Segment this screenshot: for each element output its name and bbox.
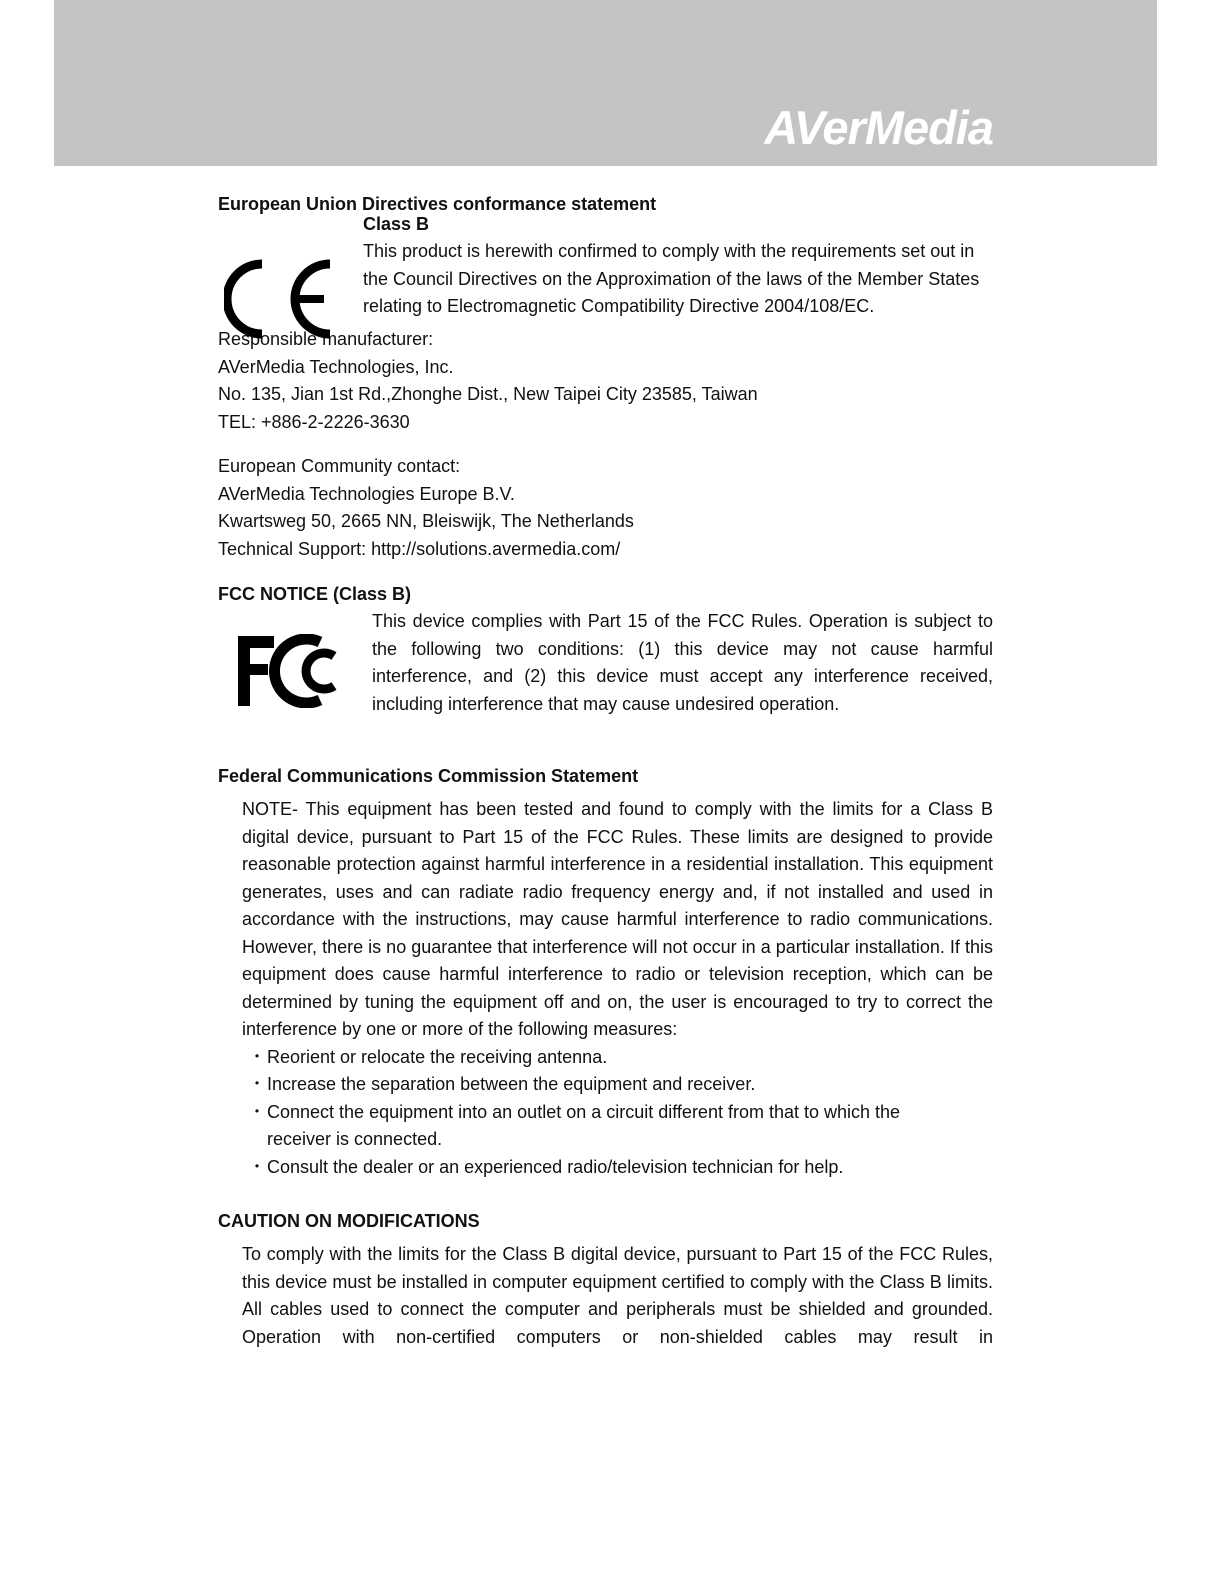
- manufacturer-address: No. 135, Jian 1st Rd.,Zhonghe Dist., New Taipei City 23585, Taiwan: [218, 384, 758, 404]
- ce-block: [218, 214, 993, 326]
- fcc-notice-statement: This device complies with Part 15 of the FCC Rules. Operation is subject to the following two conditions: (1) this device may not cause harmful interference, and (2) this device must accept any interference received, including interference that may cause undesired operation.: [372, 611, 993, 714]
- caution-title: CAUTION ON MODIFICATIONS: [218, 1211, 480, 1231]
- manufacturer-info: [218, 326, 993, 436]
- list-item: [242, 1099, 993, 1154]
- document-body: [218, 190, 993, 1351]
- measure-text: Increase the separation between the equipment and receiver.: [267, 1074, 756, 1094]
- fcc-statement-body: [242, 796, 993, 1181]
- bullet-icon: ・: [248, 1074, 266, 1094]
- fcc-block: [218, 608, 993, 748]
- fcc-logo-icon: [238, 634, 342, 708]
- measures-list: [242, 1044, 993, 1182]
- fcc-notice-title: FCC NOTICE (Class B): [218, 584, 412, 604]
- manufacturer-heading: Responsible manufacturer:: [218, 329, 434, 349]
- caution-body: [242, 1241, 993, 1351]
- measure-text: Consult the dealer or an experienced radio/television technician for help.: [267, 1156, 844, 1177]
- contact-name: AVerMedia Technologies Europe B.V.: [218, 483, 515, 504]
- caution-paragraph: To comply with the limits for the Class B digital device, pursuant to Part 15 of the FCC Rules, this device must be installed in computer equipment certified to comply with the Class B limits. All cables used to connect the computer and peripherals must be shielded and grounded. Operation with non-certified computers or non-shielded cables may result in: [242, 1244, 993, 1347]
- ce-statement: This product is herewith confirmed to comply with the requirements set out in the Council Directives on the Approximation of the laws of the Member States relating to Electromagnetic Compatibility Directive 2004/108/EC.: [363, 241, 980, 316]
- fcc-note-paragraph: NOTE- This equipment has been tested and found to comply with the limits for a Class B digital device, pursuant to Part 15 of the FCC Rules. These limits are designed to provide reasonable protection against harmful interference in a residential installation. This equipment generates, uses and can radiate radio frequency energy and, if not installed and used in accordance with the instructions, may cause harmful interference to radio communications. However, there is no guarantee that interference will not occur in a particular installation. If this equipment does cause harmful interference to radio or television reception, which can be determined by tuning the equipment off and on, the user is encouraged to try to correct the interference by one or more of the following measures:: [242, 799, 993, 1039]
- bullet-icon: ・: [248, 1046, 266, 1067]
- fcc-statement-title: Federal Communications Commission Statement: [218, 766, 639, 786]
- measure-text: Connect the equipment into an outlet on a circuit different from that to which the receiver is connected.: [267, 1101, 901, 1149]
- ce-mark-icon: [224, 258, 334, 340]
- avermedia-logo: AVerMedia: [764, 101, 993, 154]
- measure-text: Reorient or relocate the receiving antenna.: [267, 1046, 608, 1067]
- contact-heading: European Community contact:: [218, 456, 461, 476]
- header-band: [54, 0, 1157, 166]
- list-item: [242, 1044, 993, 1072]
- list-item: [242, 1154, 993, 1182]
- eu-contact-info: [218, 453, 993, 563]
- bullet-icon: ・: [248, 1101, 266, 1122]
- manufacturer-name: AVerMedia Technologies, Inc.: [218, 356, 454, 377]
- contact-address: Kwartsweg 50, 2665 NN, Bleiswijk, The Netherlands: [218, 511, 634, 531]
- class-b-label: Class B: [363, 214, 430, 234]
- bullet-icon: ・: [248, 1156, 266, 1177]
- list-item: [242, 1071, 993, 1099]
- eu-directives-title: European Union Directives conformance statement: [218, 194, 657, 214]
- manufacturer-phone: TEL: +886-2-2226-3630: [218, 411, 410, 432]
- contact-support: Technical Support: http://solutions.avermedia.com/: [218, 538, 621, 559]
